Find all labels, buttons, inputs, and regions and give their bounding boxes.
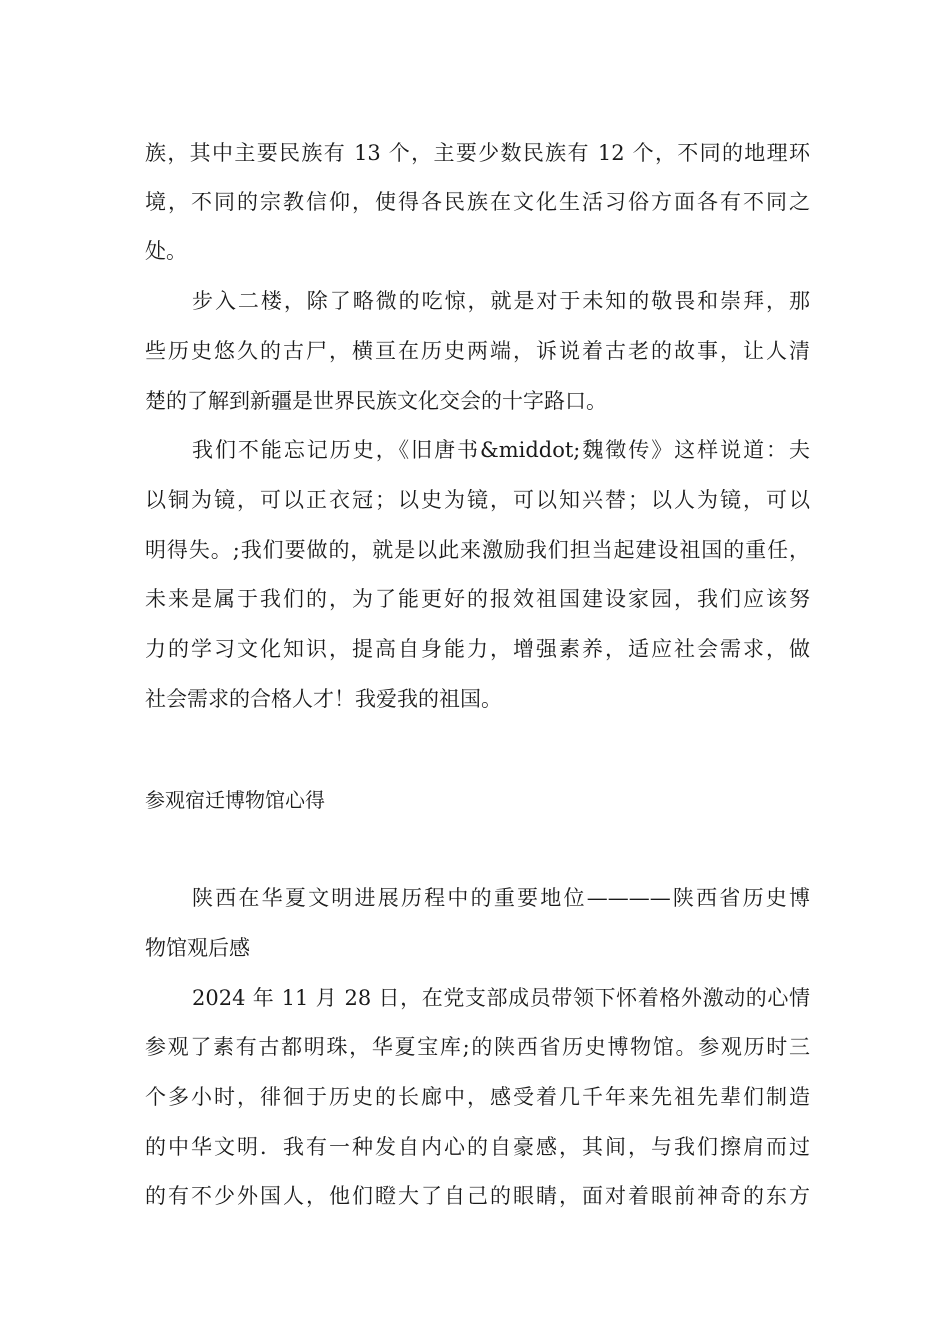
paragraph-3-line-2: 以铜为镜，可以正衣冠；以史为镜，可以知兴替；以人为镜，可以 — [145, 488, 810, 512]
paragraph-2-line-3: 楚的了解到新疆是世界民族文化交会的十字路口。 — [145, 389, 607, 413]
paragraph-3-line-1: 我们不能忘记历史，《旧唐书&middot;魏徵传》这样说道：夫 — [192, 438, 810, 462]
paragraph-5-line-5: 的有不少外国人，他们瞪大了自己的眼睛，面对着眼前神奇的东方 — [145, 1184, 810, 1208]
paragraph-3-line-5: 力的学习文化知识，提高自身能力，增强素养，适应社会需求，做 — [145, 637, 810, 661]
paragraph-4-line-2: 物馆观后感 — [145, 936, 250, 960]
paragraph-1-line-3: 处。 — [145, 239, 187, 263]
paragraph-5-line-4: 的中华文明．我有一种发自内心的自豪感，其间，与我们擦肩而过 — [145, 1135, 810, 1159]
paragraph-3-line-3: 明得失。;我们要做的，就是以此来激励我们担当起建设祖国的重任， — [145, 538, 810, 562]
section-heading: 参观宿迁博物馆心得 — [145, 788, 325, 812]
paragraph-4-line-1: 陕西在华夏文明进展历程中的重要地位————陕西省历史博 — [192, 886, 810, 910]
paragraph-1-line-1: 族，其中主要民族有 13 个，主要少数民族有 12 个，不同的地理环 — [145, 141, 810, 165]
paragraph-3-line-4: 未来是属于我们的，为了能更好的报效祖国建设家园，我们应该努 — [145, 587, 810, 611]
paragraph-3-line-6: 社会需求的合格人才！我爱我的祖国。 — [145, 687, 502, 711]
paragraph-2-line-1: 步入二楼，除了略微的吃惊，就是对于未知的敬畏和崇拜，那 — [192, 289, 810, 313]
paragraph-5-line-2: 参观了素有古都明珠，华夏宝库;的陕西省历史博物馆。参观历时三 — [145, 1035, 810, 1059]
paragraph-2-line-2: 些历史悠久的古尸，横亘在历史两端，诉说着古老的故事，让人清 — [145, 339, 810, 363]
paragraph-1-line-2: 境，不同的宗教信仰，使得各民族在文化生活习俗方面各有不同之 — [145, 190, 810, 214]
paragraph-5-line-3: 个多小时，徘徊于历史的长廊中，感受着几千年来先祖先辈们制造 — [145, 1085, 810, 1109]
paragraph-5-line-1: 2024 年 11 月 28 日，在党支部成员带领下怀着格外激动的心情 — [192, 986, 810, 1010]
